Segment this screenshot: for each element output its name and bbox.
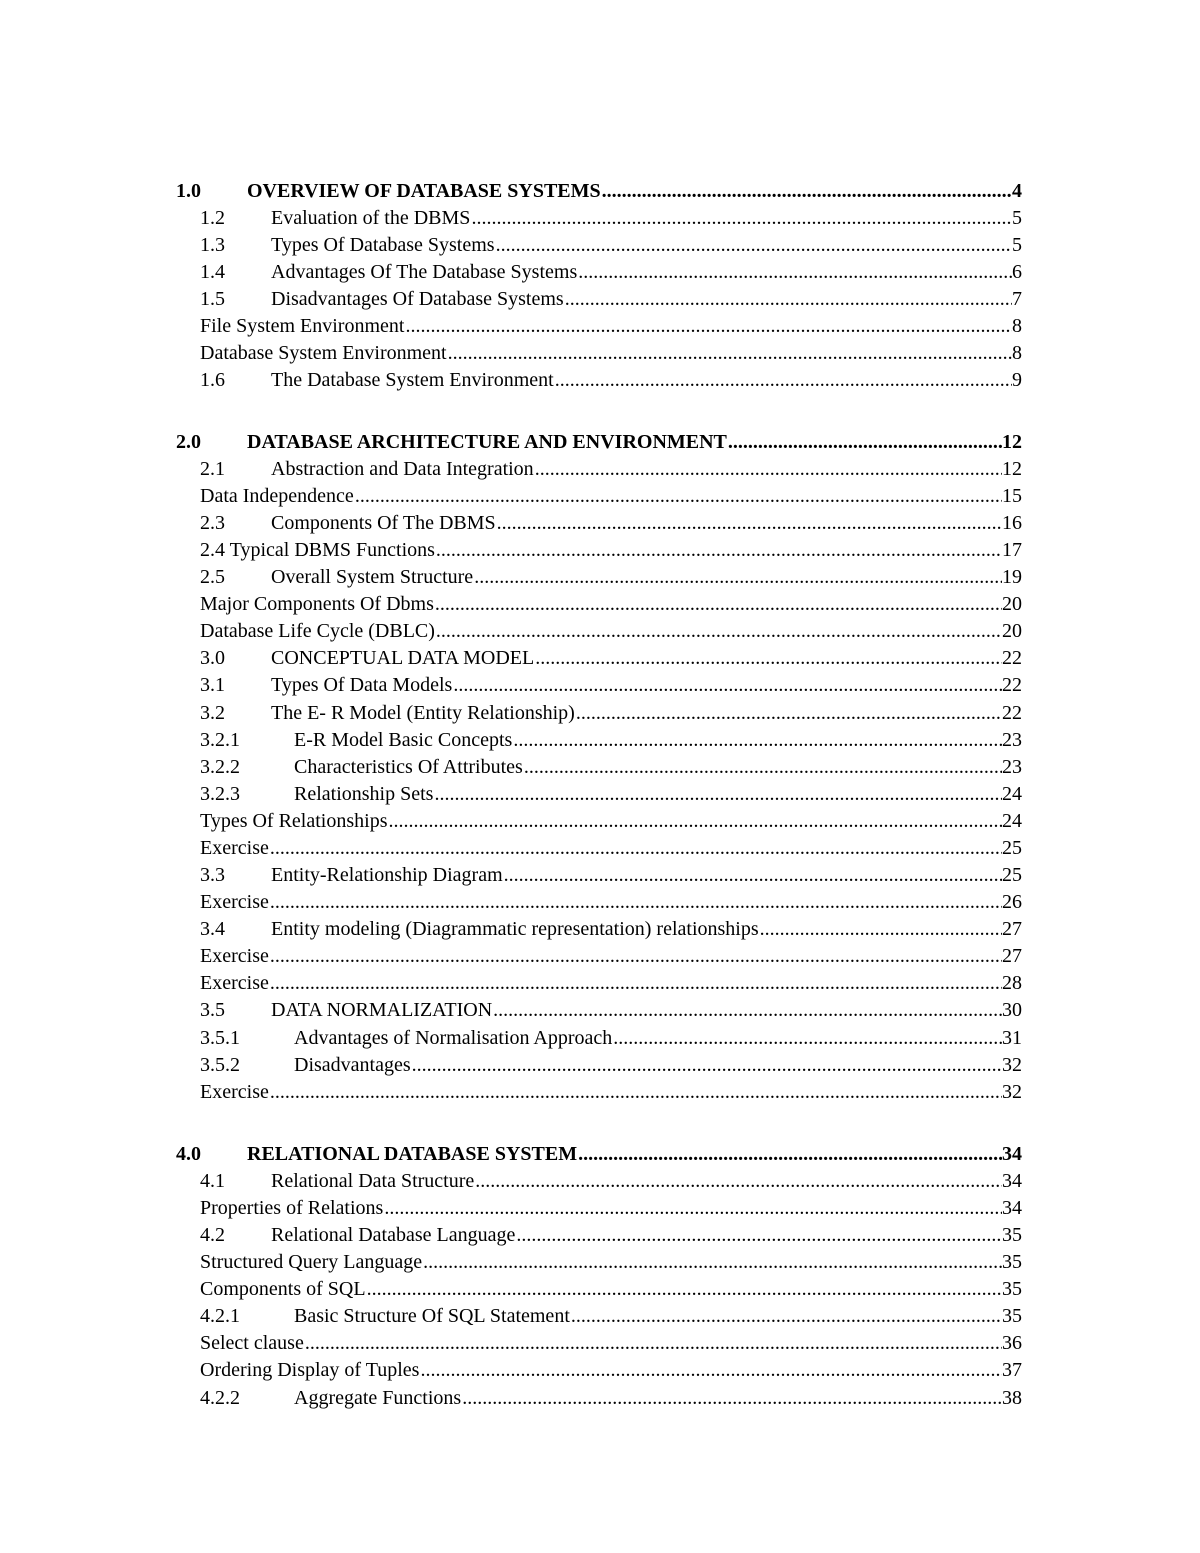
toc-entry-title: Overall System Structure <box>271 566 474 588</box>
toc-entry-page-number: 32 <box>1002 1081 1022 1103</box>
dot-leader <box>564 286 1012 313</box>
toc-entry-page-number: 38 <box>1002 1387 1022 1409</box>
dot-leader <box>447 340 1012 367</box>
toc-entry <box>176 367 1022 394</box>
dot-leader <box>452 672 1002 699</box>
toc-entry-page-number: 37 <box>1002 1359 1022 1381</box>
dot-leader <box>269 970 1002 997</box>
toc-entry <box>176 259 1022 286</box>
toc-entry-title: Ordering Display of Tuples <box>200 1359 420 1381</box>
dot-leader <box>269 943 1002 970</box>
toc-entry-title: Exercise <box>200 1081 269 1103</box>
toc-entry-page-number: 35 <box>1002 1251 1022 1273</box>
toc-entry-title: File System Environment <box>200 315 405 337</box>
toc-entry-title: Properties of Relations <box>200 1197 384 1219</box>
dot-leader <box>492 997 1002 1024</box>
toc-entry-page-number: 20 <box>1002 620 1022 642</box>
dot-leader <box>387 808 1002 835</box>
toc-entry-page-number: 8 <box>1012 342 1022 364</box>
toc-entry-number: 4.2.2 <box>200 1387 240 1409</box>
toc-entry-page-number: 12 <box>1002 431 1022 453</box>
toc-entry-number: 3.4 <box>200 918 225 940</box>
toc-entry-number: 2.3 <box>200 512 225 534</box>
toc-entry-page-number: 22 <box>1002 674 1022 696</box>
toc-entry <box>176 1357 1022 1384</box>
toc-entry-title: Relational Database Language <box>271 1224 516 1246</box>
toc-entry-title: Entity modeling (Diagrammatic representation) relationships <box>271 918 759 940</box>
toc-entry-number: 3.5 <box>200 999 225 1021</box>
toc-entry-page-number: 24 <box>1002 810 1022 832</box>
dot-leader <box>474 1168 1002 1195</box>
toc-entry-page-number: 35 <box>1002 1224 1022 1246</box>
toc-entry-page-number: 4 <box>1012 180 1022 202</box>
dot-leader <box>612 1025 1002 1052</box>
dot-leader <box>523 754 1002 781</box>
toc-entry-page-number: 17 <box>1002 539 1022 561</box>
toc-entry-title: Exercise <box>200 972 269 994</box>
toc-entry-title: Disadvantages Of Database Systems <box>271 288 564 310</box>
toc-entry <box>176 862 1022 889</box>
dot-leader <box>269 889 1002 916</box>
dot-leader <box>473 564 1002 591</box>
toc-entry-page-number: 28 <box>1002 972 1022 994</box>
toc-entry <box>176 700 1022 727</box>
toc-entry-page-number: 35 <box>1002 1278 1022 1300</box>
dot-leader <box>534 645 1002 672</box>
toc-entry <box>176 1330 1022 1357</box>
dot-leader <box>435 537 1002 564</box>
toc-entry-title: OVERVIEW OF DATABASE SYSTEMS <box>247 180 601 202</box>
toc-entry <box>176 1052 1022 1079</box>
toc-entry-number: 3.3 <box>200 864 225 886</box>
toc-entry <box>176 618 1022 645</box>
dot-leader <box>461 1385 1002 1412</box>
toc-entry-number: 3.2.2 <box>200 756 240 778</box>
toc-entry-title: The Database System Environment <box>271 369 554 391</box>
toc-entry-number: 1.4 <box>200 261 225 283</box>
toc-entry-title: Types Of Relationships <box>200 810 388 832</box>
toc-entry-number: 1.3 <box>200 234 225 256</box>
toc-entry-page-number: 7 <box>1012 288 1022 310</box>
toc-entry <box>176 808 1022 835</box>
toc-entry-page-number: 12 <box>1002 458 1022 480</box>
toc-entry-number: 1.0 <box>176 180 201 202</box>
toc-entry-title: Database Life Cycle (DBLC) <box>200 620 435 642</box>
toc-entry-title: Components Of The DBMS <box>271 512 496 534</box>
toc-entry-page-number: 9 <box>1012 369 1022 391</box>
toc-entry-number: 3.0 <box>200 647 225 669</box>
toc-entry <box>176 313 1022 340</box>
toc-entry <box>176 483 1022 510</box>
toc-entry <box>176 1249 1022 1276</box>
dot-leader <box>404 313 1012 340</box>
toc-entry <box>176 727 1022 754</box>
toc-entry-page-number: 34 <box>1002 1143 1022 1165</box>
dot-leader <box>269 835 1002 862</box>
dot-leader <box>727 429 1002 456</box>
toc-entry-title: 2.4 Typical DBMS Functions <box>200 539 435 561</box>
toc-entry <box>176 943 1022 970</box>
toc-entry-title: Types Of Database Systems <box>271 234 495 256</box>
toc-entry-number: 3.2.1 <box>200 729 240 751</box>
toc-entry-page-number: 34 <box>1002 1197 1022 1219</box>
toc-entry <box>176 286 1022 313</box>
toc-entry-title: The E- R Model (Entity Relationship) <box>271 702 575 724</box>
toc-entry-page-number: 6 <box>1012 261 1022 283</box>
toc-entry-page-number: 25 <box>1002 864 1022 886</box>
toc-entry-number: 3.2 <box>200 702 225 724</box>
toc-entry-title: Evaluation of the DBMS <box>271 207 471 229</box>
toc-entry <box>176 889 1022 916</box>
toc-entry <box>176 970 1022 997</box>
toc-entry <box>176 835 1022 862</box>
toc-entry-page-number: 5 <box>1012 207 1022 229</box>
dot-leader <box>495 232 1012 259</box>
toc-entry-title: DATA NORMALIZATION <box>271 999 493 1021</box>
toc-entry-number: 3.2.3 <box>200 783 240 805</box>
toc-entry <box>176 1195 1022 1222</box>
dot-leader <box>577 1141 1002 1168</box>
toc-entry-page-number: 15 <box>1002 485 1022 507</box>
toc-entry-number: 1.2 <box>200 207 225 229</box>
dot-leader <box>570 1303 1002 1330</box>
toc-entry-number: 2.1 <box>200 458 225 480</box>
toc-entry-number: 3.1 <box>200 674 225 696</box>
dot-leader <box>575 700 1002 727</box>
dot-leader <box>470 205 1012 232</box>
toc-entry-title: Disadvantages <box>294 1054 411 1076</box>
dot-leader <box>354 483 1002 510</box>
toc-entry <box>176 564 1022 591</box>
toc-entry-title: Exercise <box>200 945 269 967</box>
dot-leader <box>422 1249 1002 1276</box>
dot-leader <box>383 1195 1002 1222</box>
toc-entry-page-number: 35 <box>1002 1305 1022 1327</box>
toc-entry-title: RELATIONAL DATABASE SYSTEM <box>247 1143 578 1165</box>
toc-entry-title: Types Of Data Models <box>271 674 453 696</box>
toc-entry-page-number: 36 <box>1002 1332 1022 1354</box>
toc-entry-title: Relationship Sets <box>294 783 434 805</box>
toc-entry <box>176 510 1022 537</box>
dot-leader <box>419 1357 1002 1384</box>
toc-entry <box>176 781 1022 808</box>
toc-entry <box>176 1222 1022 1249</box>
toc-entry-title: DATABASE ARCHITECTURE AND ENVIRONMENT <box>247 431 727 453</box>
toc-entry <box>176 1385 1022 1412</box>
toc-entry-title: Relational Data Structure <box>271 1170 475 1192</box>
toc-entry-number: 4.0 <box>176 1143 201 1165</box>
dot-leader <box>411 1052 1002 1079</box>
toc-entry <box>176 1079 1022 1106</box>
dot-leader <box>759 916 1002 943</box>
toc-entry-title: Advantages of Normalisation Approach <box>294 1027 613 1049</box>
toc-entry-number: 2.5 <box>200 566 225 588</box>
toc-entry-number: 1.6 <box>200 369 225 391</box>
toc-entry-title: Aggregate Functions <box>294 1387 462 1409</box>
toc-entry-number: 1.5 <box>200 288 225 310</box>
toc-entry-title: Exercise <box>200 837 269 859</box>
toc-entry-title: Major Components Of Dbms <box>200 593 434 615</box>
toc-entry-title: E-R Model Basic Concepts <box>294 729 513 751</box>
toc-entry-page-number: 34 <box>1002 1170 1022 1192</box>
toc-entry-page-number: 20 <box>1002 593 1022 615</box>
toc-entry <box>176 645 1022 672</box>
toc-entry <box>176 997 1022 1024</box>
toc-entry <box>176 178 1022 205</box>
toc-entry-page-number: 5 <box>1012 234 1022 256</box>
toc-entry-title: Abstraction and Data Integration <box>271 458 534 480</box>
toc-entry-page-number: 32 <box>1002 1054 1022 1076</box>
toc-entry <box>176 232 1022 259</box>
toc-entry-number: 3.5.1 <box>200 1027 240 1049</box>
toc-entry <box>176 1276 1022 1303</box>
toc-entry <box>176 456 1022 483</box>
toc-entry-title: Components of SQL <box>200 1278 366 1300</box>
toc-entry-page-number: 24 <box>1002 783 1022 805</box>
toc-entry <box>176 591 1022 618</box>
dot-leader <box>601 178 1012 205</box>
toc-entry-page-number: 23 <box>1002 729 1022 751</box>
toc-entry-number: 3.5.2 <box>200 1054 240 1076</box>
toc-entry-title: Data Independence <box>200 485 354 507</box>
dot-leader <box>304 1330 1002 1357</box>
dot-leader <box>434 591 1002 618</box>
toc-entry-title: CONCEPTUAL DATA MODEL <box>271 647 535 669</box>
toc-entry-title: Characteristics Of Attributes <box>294 756 523 778</box>
toc-entry-title: Basic Structure Of SQL Statement <box>294 1305 570 1327</box>
toc-entry <box>176 754 1022 781</box>
toc-entry <box>176 429 1022 456</box>
toc-entry-title: Exercise <box>200 891 269 913</box>
toc-entry-page-number: 27 <box>1002 945 1022 967</box>
toc-entry-number: 4.1 <box>200 1170 225 1192</box>
dot-leader <box>515 1222 1002 1249</box>
toc-entry-title: Select clause <box>200 1332 304 1354</box>
toc-entry <box>176 340 1022 367</box>
dot-leader <box>435 618 1002 645</box>
toc-entry-number: 4.2 <box>200 1224 225 1246</box>
toc-entry-page-number: 16 <box>1002 512 1022 534</box>
toc-entry-page-number: 30 <box>1002 999 1022 1021</box>
toc-entry-page-number: 8 <box>1012 315 1022 337</box>
toc-entry <box>176 916 1022 943</box>
dot-leader <box>366 1276 1002 1303</box>
toc-entry <box>176 1303 1022 1330</box>
toc-entry-page-number: 26 <box>1002 891 1022 913</box>
dot-leader <box>512 727 1002 754</box>
toc-entry <box>176 537 1022 564</box>
dot-leader <box>534 456 1002 483</box>
toc-entry <box>176 205 1022 232</box>
toc-entry-title: Advantages Of The Database Systems <box>271 261 578 283</box>
dot-leader <box>554 367 1012 394</box>
dot-leader <box>577 259 1012 286</box>
toc-entry-title: Entity-Relationship Diagram <box>271 864 503 886</box>
toc-entry <box>176 1168 1022 1195</box>
toc-entry <box>176 1025 1022 1052</box>
dot-leader <box>269 1079 1002 1106</box>
toc-entry <box>176 672 1022 699</box>
dot-leader <box>503 862 1002 889</box>
toc-entry-number: 2.0 <box>176 431 201 453</box>
dot-leader <box>433 781 1002 808</box>
toc-entry <box>176 1141 1022 1168</box>
toc-entry-page-number: 27 <box>1002 918 1022 940</box>
dot-leader <box>496 510 1002 537</box>
toc-entry-page-number: 22 <box>1002 702 1022 724</box>
toc-entry-page-number: 19 <box>1002 566 1022 588</box>
toc-entry-page-number: 25 <box>1002 837 1022 859</box>
toc-entry-title: Structured Query Language <box>200 1251 423 1273</box>
toc-entry-number: 4.2.1 <box>200 1305 240 1327</box>
toc-entry-page-number: 22 <box>1002 647 1022 669</box>
toc-entry-page-number: 23 <box>1002 756 1022 778</box>
toc-entry-title: Database System Environment <box>200 342 447 364</box>
toc-entry-page-number: 31 <box>1002 1027 1022 1049</box>
